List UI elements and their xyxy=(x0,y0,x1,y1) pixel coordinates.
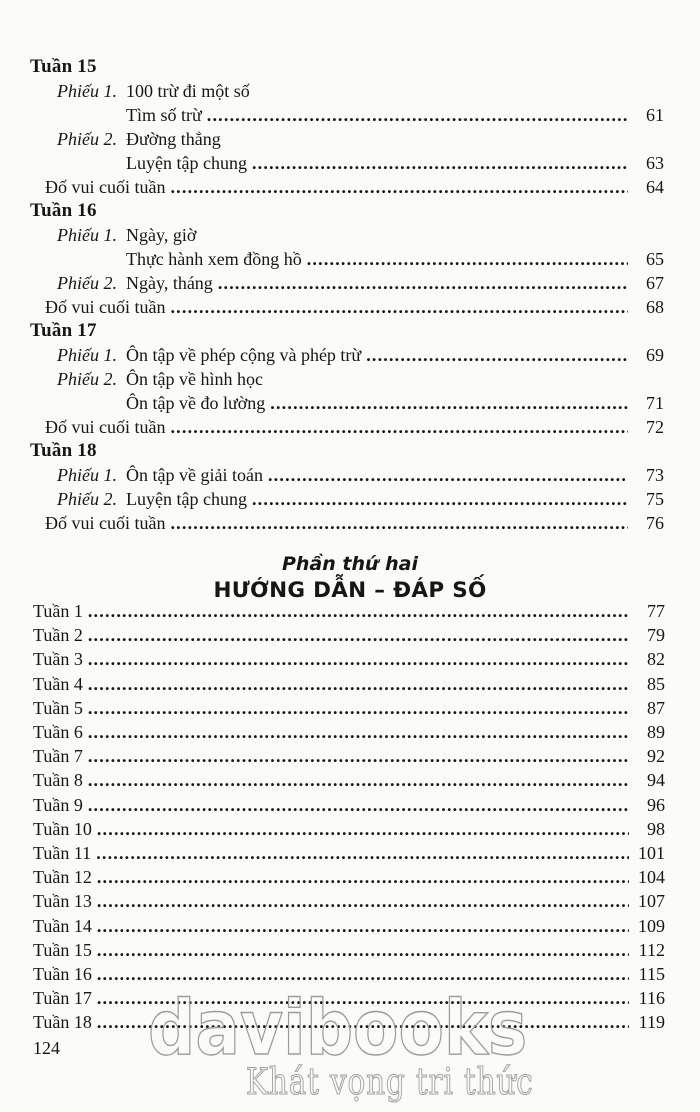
dot-leader xyxy=(97,889,629,913)
dot-leader xyxy=(96,841,629,865)
toc-row xyxy=(30,367,664,391)
dot-leader xyxy=(97,962,629,986)
phieu-label: Phiếu 2. xyxy=(57,489,117,509)
dot-leader xyxy=(88,647,629,671)
dot-leader xyxy=(366,343,628,367)
toc-row xyxy=(33,672,665,696)
entry-title: Ôn tập về hình học xyxy=(126,369,263,389)
toc-row xyxy=(33,720,665,744)
entry-page-number: 76 xyxy=(646,513,664,533)
toc-row xyxy=(33,962,665,986)
entry-page-number: 96 xyxy=(647,794,665,815)
dot-leader xyxy=(97,986,629,1010)
entry-page-number: 63 xyxy=(646,153,664,173)
entry-title: Đường thẳng xyxy=(126,129,221,149)
toc-row xyxy=(33,623,665,647)
week-heading: Tuần 17 xyxy=(30,320,97,341)
entry-title: Đố vui cuối tuần xyxy=(45,513,166,533)
entry-title: Tuần 8 xyxy=(33,770,83,791)
page-number: 124 xyxy=(33,1038,60,1058)
dot-leader xyxy=(97,914,629,938)
toc-row xyxy=(30,343,664,367)
entry-title: Tuần 3 xyxy=(33,649,83,670)
phieu-label: Phiếu 2. xyxy=(57,273,117,293)
dot-leader xyxy=(88,793,629,817)
entry-title: Tuần 2 xyxy=(33,625,83,646)
phieu-label: Phiếu 1. xyxy=(57,465,117,485)
toc-part2 xyxy=(33,599,665,1035)
dot-leader xyxy=(97,865,629,889)
entry-page-number: 112 xyxy=(638,939,665,960)
entry-page-number: 79 xyxy=(647,625,665,646)
entry-page-number: 82 xyxy=(647,649,665,670)
toc-row xyxy=(33,696,665,720)
dot-leader xyxy=(97,938,629,962)
entry-page-number: 101 xyxy=(638,843,665,864)
entry-title: Luyện tập chung xyxy=(126,489,247,509)
entry-title: Tuần 13 xyxy=(33,891,92,912)
entry-title: Luyện tập chung xyxy=(126,153,247,173)
phieu-label: Phiếu 1. xyxy=(57,81,117,101)
dot-leader xyxy=(88,672,629,696)
toc-row xyxy=(33,793,665,817)
entry-page-number: 92 xyxy=(647,746,665,767)
toc-row xyxy=(30,175,664,199)
entry-page-number: 61 xyxy=(646,105,664,125)
entry-title: Tìm số trừ xyxy=(126,105,202,125)
week-heading: Tuần 18 xyxy=(30,440,97,461)
entry-title: Tuần 11 xyxy=(33,843,92,864)
entry-page-number: 116 xyxy=(638,988,665,1009)
part2-title: HƯỚNG DẪN – ĐÁP SỐ xyxy=(213,578,487,603)
dot-leader xyxy=(170,295,628,319)
entry-page-number: 64 xyxy=(646,177,664,197)
entry-title: Tuần 10 xyxy=(33,818,92,839)
entry-page-number: 98 xyxy=(647,818,665,839)
dot-leader xyxy=(270,391,628,415)
toc-row xyxy=(33,865,665,889)
entry-page-number: 94 xyxy=(647,770,665,791)
watermark-brand: davibooks xyxy=(148,983,528,1072)
entry-page-number: 69 xyxy=(646,345,664,365)
week-heading: Tuần 15 xyxy=(30,56,97,77)
entry-page-number: 68 xyxy=(646,297,664,317)
entry-title: Đố vui cuối tuần xyxy=(45,297,166,317)
entry-page-number: 85 xyxy=(647,673,665,694)
toc-row xyxy=(33,817,665,841)
watermark-slogan: Khát vọng tri thức xyxy=(246,1062,534,1103)
entry-page-number: 109 xyxy=(638,915,665,936)
entry-title: Tuần 4 xyxy=(33,673,83,694)
toc-row xyxy=(30,511,664,535)
entry-title: Ôn tập về đo lường xyxy=(126,393,266,413)
part2-kicker: Phần thứ hai xyxy=(281,553,419,575)
dot-leader xyxy=(218,271,628,295)
dot-leader xyxy=(88,768,629,792)
entry-page-number: 104 xyxy=(638,867,665,888)
entry-title: Ngày, giờ xyxy=(126,225,197,245)
toc-row xyxy=(33,744,665,768)
entry-title: Tuần 12 xyxy=(33,867,92,888)
toc-row xyxy=(33,914,665,938)
entry-page-number: 65 xyxy=(646,249,664,269)
dot-leader xyxy=(170,175,628,199)
phieu-label: Phiếu 2. xyxy=(57,369,117,389)
dot-leader xyxy=(170,415,628,439)
toc-row xyxy=(30,247,664,271)
toc-row xyxy=(30,391,664,415)
entry-title: Tuần 5 xyxy=(33,697,83,718)
entry-page-number: 73 xyxy=(646,465,664,485)
week-heading: Tuần 16 xyxy=(30,200,97,221)
toc-row xyxy=(33,889,665,913)
entry-title: Ngày, tháng xyxy=(126,273,213,293)
toc-row xyxy=(33,599,665,623)
entry-page-number: 77 xyxy=(647,601,665,621)
entry-title: Ôn tập về giải toán xyxy=(126,465,263,485)
toc-row xyxy=(33,938,665,962)
dot-leader xyxy=(88,696,629,720)
entry-title: Đố vui cuối tuần xyxy=(45,177,166,197)
entry-page-number: 75 xyxy=(646,489,664,509)
entry-title: Tuần 16 xyxy=(33,964,92,985)
entry-title: Thực hành xem đồng hồ xyxy=(126,249,302,269)
phieu-label: Phiếu 2. xyxy=(57,129,117,149)
phieu-label: Phiếu 1. xyxy=(57,225,117,245)
entry-title: Tuần 17 xyxy=(33,988,92,1009)
entry-page-number: 107 xyxy=(638,891,665,912)
entry-page-number: 115 xyxy=(638,964,665,985)
entry-page-number: 87 xyxy=(647,697,665,718)
entry-title: Tuần 15 xyxy=(33,939,92,960)
toc-part1 xyxy=(30,55,664,535)
toc-row xyxy=(33,1010,665,1034)
toc-row xyxy=(30,463,664,487)
toc-row xyxy=(30,295,664,319)
dot-leader xyxy=(252,151,628,175)
dot-leader xyxy=(88,599,629,623)
entry-title: Tuần 6 xyxy=(33,722,83,743)
entry-title: Tuần 14 xyxy=(33,915,92,936)
toc-row xyxy=(33,841,665,865)
dot-leader xyxy=(307,247,628,271)
toc-row xyxy=(30,151,664,175)
dot-leader xyxy=(88,744,629,768)
toc-row xyxy=(30,415,664,439)
entry-page-number: 71 xyxy=(646,393,664,413)
entry-title: Đố vui cuối tuần xyxy=(45,417,166,437)
toc-row xyxy=(30,271,664,295)
dot-leader xyxy=(88,623,629,647)
entry-title: Tuần 1 xyxy=(33,601,83,621)
dot-leader xyxy=(268,463,628,487)
dot-leader xyxy=(170,511,628,535)
toc-row xyxy=(33,986,665,1010)
dot-leader xyxy=(252,487,628,511)
toc-row xyxy=(30,79,664,103)
entry-title: Tuần 9 xyxy=(33,794,83,815)
phieu-label: Phiếu 1. xyxy=(57,345,117,365)
dot-leader xyxy=(207,103,628,127)
toc-row xyxy=(30,487,664,511)
dot-leader xyxy=(88,720,629,744)
part2-header xyxy=(0,553,700,604)
dot-leader xyxy=(97,817,629,841)
entry-title: Ôn tập về phép cộng và phép trừ xyxy=(126,345,362,365)
entry-title: Tuần 7 xyxy=(33,746,83,767)
toc-row xyxy=(30,127,664,151)
toc-row xyxy=(30,103,664,127)
toc-row xyxy=(33,768,665,792)
toc-row xyxy=(30,223,664,247)
entry-page-number: 72 xyxy=(646,417,664,437)
toc-row xyxy=(33,647,665,671)
entry-page-number: 89 xyxy=(647,722,665,743)
dot-leader xyxy=(97,1010,629,1034)
entry-page-number: 67 xyxy=(646,273,664,293)
entry-page-number: 119 xyxy=(638,1012,665,1033)
entry-title: 100 trừ đi một số xyxy=(126,81,250,101)
entry-title: Tuần 18 xyxy=(33,1012,92,1033)
